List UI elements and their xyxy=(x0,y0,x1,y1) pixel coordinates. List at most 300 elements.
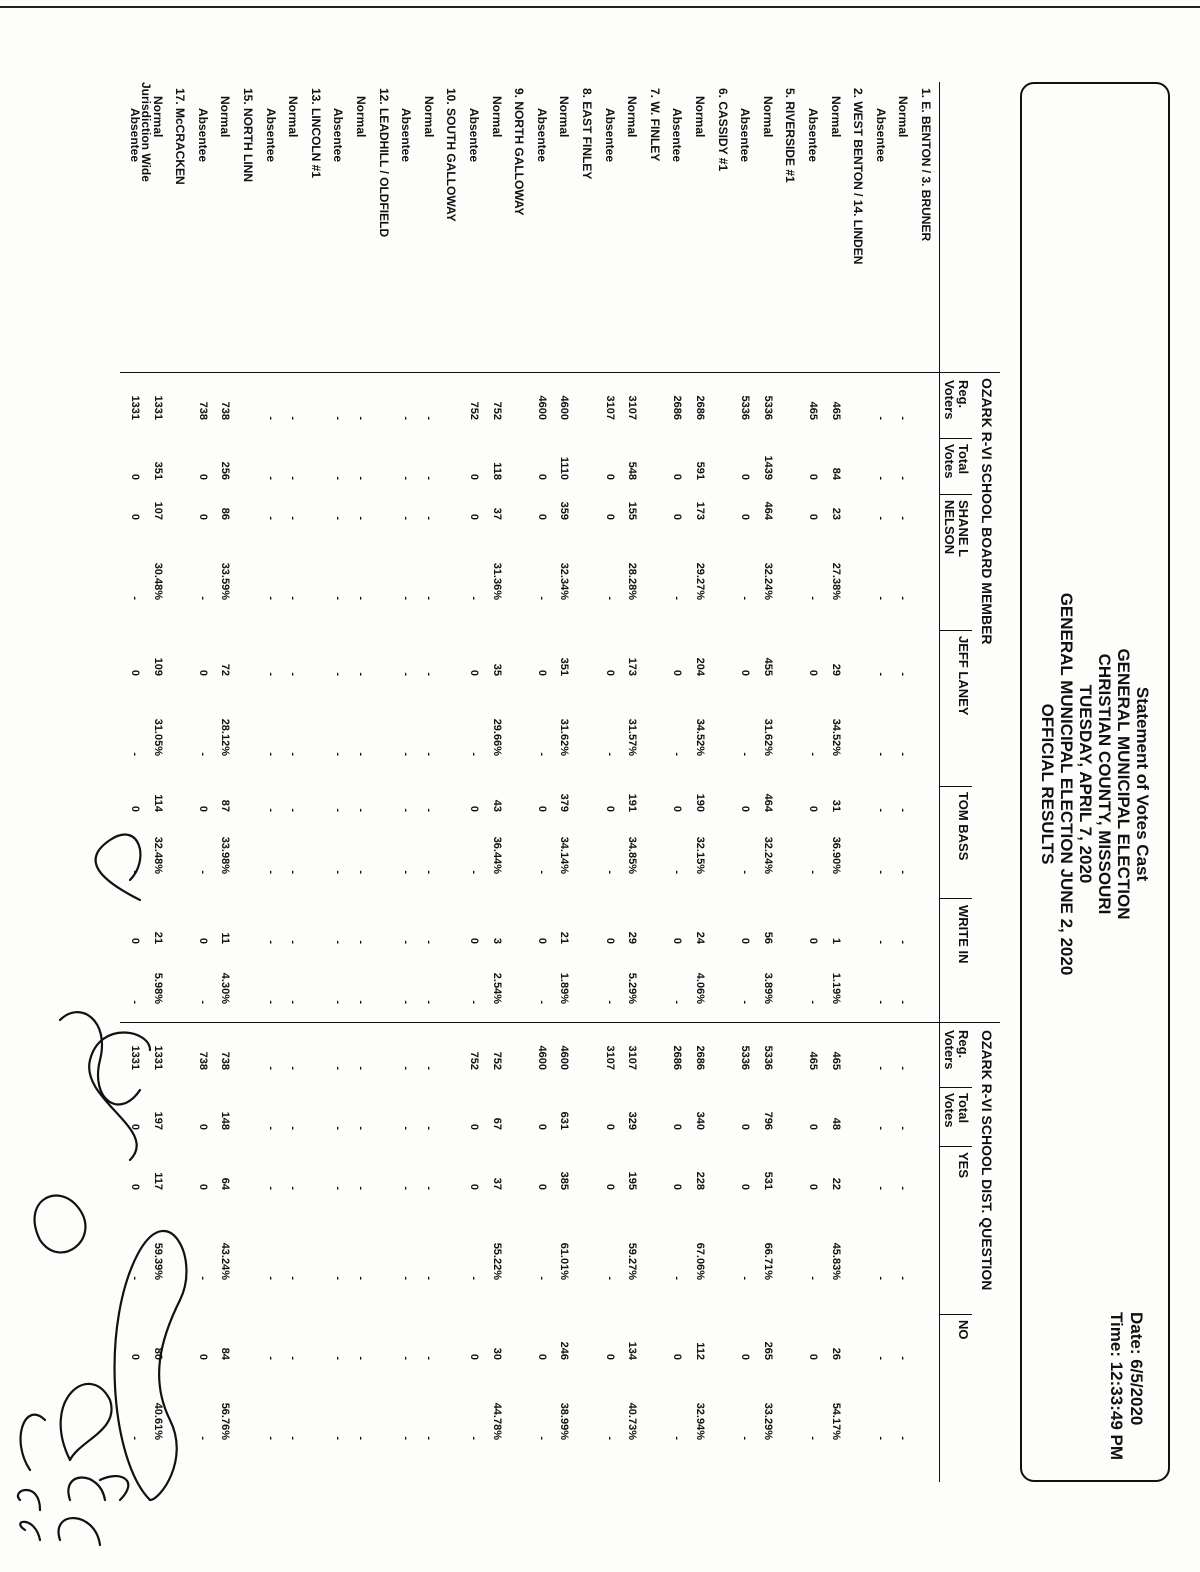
table-cell: 59.39% xyxy=(151,1242,164,1280)
table-cell: - xyxy=(671,870,684,874)
table-cell: 2686 xyxy=(694,395,706,420)
table-cell: 32.34% xyxy=(558,562,571,600)
table-cell: 3107 xyxy=(603,395,616,420)
table-cell: 5336 xyxy=(761,395,774,420)
table-cell: 48 xyxy=(829,1117,842,1130)
table-cell: - xyxy=(603,596,616,600)
table-cell: 0 xyxy=(129,1123,141,1130)
vote-type-label: Normal xyxy=(625,96,640,138)
table-cell: 0 xyxy=(196,1353,209,1360)
table-cell: - xyxy=(874,416,887,420)
table-cell: - xyxy=(332,940,345,944)
table-cell: - xyxy=(196,1436,209,1440)
table-cell: - xyxy=(807,1436,819,1440)
col-reg-voters: Reg. Voters xyxy=(942,380,971,420)
table-cell: - xyxy=(422,672,435,676)
table-cell: 35 xyxy=(490,663,503,676)
table-cell: - xyxy=(355,1436,367,1440)
report-title-block xyxy=(1038,84,1152,1484)
table-cell: 1331 xyxy=(129,1045,141,1070)
table-cell: - xyxy=(897,476,910,480)
table-cell: - xyxy=(671,752,684,756)
table-cell: 56.76% xyxy=(219,1402,232,1440)
table-cell: 112 xyxy=(694,1342,706,1360)
table-cell: - xyxy=(874,752,887,756)
table-cell: - xyxy=(422,1276,435,1280)
vote-type-label: Absentee xyxy=(128,108,142,163)
table-cell: 5336 xyxy=(761,1045,774,1070)
table-cell: - xyxy=(287,1436,300,1440)
vote-type-label: Normal xyxy=(489,96,504,138)
table-cell: 738 xyxy=(196,401,209,420)
table-cell: 0 xyxy=(468,1183,480,1190)
table-cell: - xyxy=(264,870,277,874)
table-cell: - xyxy=(355,1066,367,1070)
report-title-line: GENERAL MUNICIPAL ELECTION xyxy=(1114,648,1133,920)
table-cell: 464 xyxy=(761,793,774,812)
table-cell: 0 xyxy=(535,669,548,676)
table-cell: 0 xyxy=(671,805,684,812)
table-cell: 54.17% xyxy=(829,1402,842,1440)
table-cell: 67 xyxy=(490,1117,503,1130)
report-date: Date: 6/5/2020 xyxy=(1127,1311,1146,1426)
table-cell: 0 xyxy=(129,513,141,520)
table-cell: - xyxy=(264,940,277,944)
report-title-line: GENERAL MUNICIPAL ELECTION JUNE 2, 2020 xyxy=(1057,592,1076,976)
precinct-label: 13. LINCOLN #1 xyxy=(308,88,323,179)
table-cell: 752 xyxy=(468,401,480,420)
table-cell: 29 xyxy=(626,931,639,944)
table-cell: 0 xyxy=(196,513,209,520)
table-cell: - xyxy=(332,416,345,420)
table-cell: - xyxy=(264,416,277,420)
table-cell: 31.36% xyxy=(490,562,503,600)
table-cell: 329 xyxy=(626,1111,639,1130)
table-cell: 0 xyxy=(196,937,209,944)
vote-type-label: Normal xyxy=(557,96,572,138)
table-cell: 0 xyxy=(603,473,616,480)
table-cell: 4.30% xyxy=(219,972,232,1004)
table-cell: - xyxy=(287,1066,300,1070)
table-cell: - xyxy=(807,752,819,756)
table-cell: 0 xyxy=(807,805,819,812)
table-cell: - xyxy=(897,1066,910,1070)
contest2-title: OZARK R-VI SCHOOL DIST. QUESTION xyxy=(979,1030,995,1291)
table-cell: - xyxy=(535,596,548,600)
table-cell: 3107 xyxy=(603,1045,616,1070)
table-cell: 5336 xyxy=(739,395,752,420)
table-cell: 59.27% xyxy=(626,1242,639,1280)
table-cell: 0 xyxy=(468,513,480,520)
table-cell: - xyxy=(422,1436,435,1440)
table-cell: 0 xyxy=(535,513,548,520)
table-cell: 4600 xyxy=(558,395,571,420)
table-cell: 5336 xyxy=(739,1045,752,1070)
table-cell: 0 xyxy=(129,669,141,676)
table-cell: - xyxy=(739,752,752,756)
table-cell: 33.98% xyxy=(219,836,232,874)
report-datetime xyxy=(1106,1312,1146,1460)
table-cell: - xyxy=(422,940,435,944)
table-cell: 28.12% xyxy=(219,718,232,756)
table-cell: - xyxy=(264,1066,277,1070)
table-cell: - xyxy=(897,752,910,756)
table-cell: - xyxy=(400,596,413,600)
table-cell: 3.89% xyxy=(761,972,774,1004)
vote-type-label: Normal xyxy=(354,96,368,138)
table-cell: - xyxy=(332,1066,345,1070)
table-cell: 34.85% xyxy=(626,836,639,874)
table-cell: 0 xyxy=(468,937,480,944)
table-cell: 385 xyxy=(558,1171,571,1190)
table-cell: 0 xyxy=(468,1123,480,1130)
table-cell: 44.78% xyxy=(490,1402,503,1440)
table-cell: 191 xyxy=(626,793,639,812)
table-cell: - xyxy=(874,1356,887,1360)
table-cell: 0 xyxy=(535,937,548,944)
table-cell: 531 xyxy=(761,1171,774,1190)
report-title-line: OFFICIAL RESULTS xyxy=(1038,703,1057,865)
table-cell: 109 xyxy=(151,657,164,676)
vote-type-label: Absentee xyxy=(738,108,753,163)
table-cell: 30.48% xyxy=(151,562,164,600)
table-cell: 1 xyxy=(829,937,842,944)
table-cell: 134 xyxy=(626,1341,639,1360)
table-cell: 2686 xyxy=(671,395,684,420)
table-cell: 0 xyxy=(671,1183,684,1190)
table-cell: - xyxy=(400,940,413,944)
table-cell: - xyxy=(897,808,910,812)
table-cell: 246 xyxy=(558,1341,571,1360)
report-title-line: TUESDAY, APRIL 7, 2020 xyxy=(1076,684,1095,884)
table-cell: 1331 xyxy=(151,395,164,420)
vote-type-label: Absentee xyxy=(873,108,888,163)
table-cell: 45.83% xyxy=(829,1242,842,1280)
header-rule xyxy=(940,786,972,787)
table-cell: - xyxy=(196,1276,209,1280)
table-cell: 195 xyxy=(626,1171,639,1190)
table-cell: - xyxy=(264,1356,277,1360)
table-cell: - xyxy=(422,1000,435,1004)
table-cell: 29.27% xyxy=(694,562,706,600)
table-cell: - xyxy=(287,1356,300,1360)
table-cell: 591 xyxy=(694,461,706,480)
vote-type-label: Absentee xyxy=(467,108,481,163)
table-cell: 36.90% xyxy=(829,836,842,874)
table-cell: - xyxy=(355,672,367,676)
table-cell: 0 xyxy=(671,669,684,676)
table-cell: 4600 xyxy=(558,1045,571,1070)
table-cell: 0 xyxy=(468,805,480,812)
col-candidate-laney: JEFF LANEY xyxy=(956,636,971,716)
table-cell: 0 xyxy=(739,1123,752,1130)
table-cell: 5.98% xyxy=(151,972,164,1004)
table-cell: 0 xyxy=(671,513,684,520)
table-cell: - xyxy=(422,476,435,480)
table-cell: 117 xyxy=(151,1172,164,1190)
precinct-label: 6. CASSIDY #1 xyxy=(715,88,730,172)
table-cell: 4600 xyxy=(535,1045,548,1070)
table-cell: 37 xyxy=(490,507,503,520)
table-cell: 33.59% xyxy=(219,562,232,600)
table-cell: 0 xyxy=(739,513,752,520)
table-cell: 32.15% xyxy=(694,836,706,874)
table-cell: 3107 xyxy=(626,1045,639,1070)
table-cell: 0 xyxy=(129,805,141,812)
table-cell: - xyxy=(874,1276,887,1280)
precinct-label: 1. E. BENTON / 3. BRUNER xyxy=(919,88,933,242)
header-rule xyxy=(940,438,972,439)
table-cell: 379 xyxy=(558,793,571,812)
table-cell: 0 xyxy=(739,1353,752,1360)
table-cell: - xyxy=(807,596,819,600)
table-cell: 32.94% xyxy=(694,1402,706,1440)
table-cell: - xyxy=(332,870,345,874)
col-candidate-bass: TOM BASS xyxy=(956,792,971,861)
vote-type-label: Absentee xyxy=(399,108,414,163)
table-cell: 464 xyxy=(761,501,774,520)
precinct-label: 5. RIVERSIDE #1 xyxy=(783,88,798,183)
table-cell: 34.52% xyxy=(694,718,706,756)
table-cell: - xyxy=(739,1436,752,1440)
table-cell: 1.89% xyxy=(558,972,571,1004)
table-cell: - xyxy=(355,1126,367,1130)
table-cell: 31.62% xyxy=(558,718,571,756)
table-cell: 3 xyxy=(490,937,503,944)
table-cell: 31.62% xyxy=(761,718,774,756)
table-cell: - xyxy=(897,672,910,676)
table-cell: 3107 xyxy=(626,395,639,420)
vote-type-label: Absentee xyxy=(331,108,346,163)
table-cell: 0 xyxy=(129,1353,141,1360)
col-total-votes: Total Votes xyxy=(942,444,971,479)
precinct-label: 12. LEADHILL / OLDFIELD xyxy=(376,88,391,238)
table-cell: 21 xyxy=(151,931,164,944)
table-cell: - xyxy=(129,1000,141,1004)
table-cell: - xyxy=(535,1436,548,1440)
table-cell: 43 xyxy=(490,799,503,812)
table-cell: 351 xyxy=(151,461,164,480)
table-cell: - xyxy=(264,1000,277,1004)
table-cell: - xyxy=(422,1356,435,1360)
table-cell: - xyxy=(807,870,819,874)
table-cell: - xyxy=(422,870,435,874)
table-cell: 0 xyxy=(739,473,752,480)
table-cell: 0 xyxy=(603,937,616,944)
table-cell: 29 xyxy=(829,663,842,676)
vote-type-label: Normal xyxy=(421,96,436,138)
table-cell: 0 xyxy=(196,1123,209,1130)
table-cell: 67.06% xyxy=(694,1242,706,1280)
table-cell: 148 xyxy=(219,1111,232,1130)
table-cell: 2.54% xyxy=(490,972,503,1004)
table-cell: 0 xyxy=(603,513,616,520)
table-cell: - xyxy=(603,1276,616,1280)
table-cell: 32.24% xyxy=(761,836,774,874)
table-cell: - xyxy=(129,596,141,600)
table-cell: 548 xyxy=(626,461,639,480)
header-rule xyxy=(940,494,972,495)
table-cell: 1331 xyxy=(129,395,141,420)
table-cell: 0 xyxy=(739,805,752,812)
precinct-label: 17. McCRACKEN xyxy=(173,88,188,185)
table-cell: - xyxy=(355,1000,367,1004)
table-cell: 204 xyxy=(694,657,706,676)
table-cell: 359 xyxy=(558,501,571,520)
table-cell: - xyxy=(287,1186,300,1190)
header-underline xyxy=(939,82,940,1482)
table-cell: - xyxy=(264,1276,277,1280)
vote-type-label: Normal xyxy=(693,96,707,138)
table-cell: 1.19% xyxy=(829,972,842,1004)
table-cell: 0 xyxy=(807,1353,819,1360)
table-cell: - xyxy=(332,1126,345,1130)
table-cell: 0 xyxy=(807,473,819,480)
table-cell: 190 xyxy=(694,793,706,812)
table-cell: - xyxy=(400,752,413,756)
table-cell: 4.06% xyxy=(694,972,706,1004)
table-cell: 0 xyxy=(603,1183,616,1190)
table-cell: - xyxy=(874,808,887,812)
vote-type-label: Normal xyxy=(760,96,775,138)
table-cell: 107 xyxy=(151,501,164,520)
col-yes: YES xyxy=(956,1152,971,1179)
table-cell: - xyxy=(355,752,367,756)
table-cell: - xyxy=(129,1436,141,1440)
table-cell: - xyxy=(897,1436,910,1440)
table-cell: - xyxy=(874,1000,887,1004)
precinct-label: 8. EAST FINLEY xyxy=(580,88,594,180)
table-cell: - xyxy=(264,1186,277,1190)
table-cell: - xyxy=(400,1276,413,1280)
table-cell: - xyxy=(332,808,345,812)
table-cell: - xyxy=(874,1436,887,1440)
report-header-box xyxy=(1020,82,1170,1482)
table-cell: 72 xyxy=(219,663,232,676)
table-cell: 465 xyxy=(829,1051,842,1070)
table-cell: - xyxy=(535,752,548,756)
table-cell: - xyxy=(897,1276,910,1280)
table-cell: 351 xyxy=(558,657,571,676)
table-cell: 27.38% xyxy=(829,562,842,600)
table-cell: 0 xyxy=(535,1123,548,1130)
table-cell: - xyxy=(422,1066,435,1070)
table-cell: - xyxy=(332,476,345,480)
table-cell: - xyxy=(129,1276,141,1280)
table-cell: 455 xyxy=(761,657,774,676)
table-cell: 2686 xyxy=(671,1045,684,1070)
table-cell: 1110 xyxy=(558,456,571,480)
table-cell: - xyxy=(355,870,367,874)
table-cell: 0 xyxy=(739,669,752,676)
table-cell: 197 xyxy=(151,1111,164,1130)
table-cell: - xyxy=(332,752,345,756)
table-cell: - xyxy=(400,672,413,676)
table-cell: 0 xyxy=(535,805,548,812)
table-cell: 0 xyxy=(603,1353,616,1360)
header-rule xyxy=(940,1146,972,1147)
vote-type-label: Normal xyxy=(150,96,165,138)
header-rule xyxy=(940,1314,972,1315)
table-cell: 0 xyxy=(807,937,819,944)
table-cell: 0 xyxy=(535,1353,548,1360)
table-cell: - xyxy=(468,752,480,756)
table-cell: - xyxy=(739,1000,752,1004)
table-cell: - xyxy=(874,672,887,676)
table-cell: 86 xyxy=(219,507,232,520)
table-cell: - xyxy=(400,1186,413,1190)
table-cell: 228 xyxy=(694,1171,706,1190)
table-cell: 796 xyxy=(761,1111,774,1130)
table-cell: 0 xyxy=(807,1183,819,1190)
table-cell: 31 xyxy=(829,799,842,812)
table-cell: 84 xyxy=(829,467,842,480)
vote-type-label: Absentee xyxy=(602,108,617,163)
table-cell: 31.57% xyxy=(626,718,639,756)
table-cell: - xyxy=(400,476,413,480)
table-cell: - xyxy=(287,940,300,944)
table-cell: - xyxy=(355,416,367,420)
precinct-label: 7. W. FINLEY xyxy=(647,88,662,162)
table-cell: 80 xyxy=(151,1347,164,1360)
table-cell: 265 xyxy=(761,1341,774,1360)
table-cell: 32.24% xyxy=(761,562,774,600)
table-cell: - xyxy=(287,416,300,420)
table-cell: - xyxy=(332,1186,345,1190)
table-cell: - xyxy=(671,596,684,600)
table-cell: 24 xyxy=(694,931,706,944)
table-cell: - xyxy=(355,1276,367,1280)
table-cell: 21 xyxy=(558,931,571,944)
vote-type-label: Normal xyxy=(218,96,233,138)
table-cell: 0 xyxy=(671,473,684,480)
table-cell: 0 xyxy=(603,805,616,812)
table-cell: - xyxy=(332,1000,345,1004)
table-cell: - xyxy=(874,1066,887,1070)
table-cell: - xyxy=(400,1436,413,1440)
table-cell: - xyxy=(355,476,367,480)
precinct-label: 10. SOUTH GALLOWAY xyxy=(444,88,459,222)
table-cell: - xyxy=(287,752,300,756)
table-cell: - xyxy=(897,1356,910,1360)
table-cell: - xyxy=(739,870,752,874)
table-cell: 32.48% xyxy=(151,836,164,874)
table-cell: 33.29% xyxy=(761,1402,774,1440)
table-cell: 0 xyxy=(196,669,209,676)
table-cell: 256 xyxy=(219,461,232,480)
table-cell: - xyxy=(355,1186,367,1190)
table-cell: - xyxy=(287,516,300,520)
table-cell: - xyxy=(897,870,910,874)
col-total-votes-2: Total Votes xyxy=(942,1093,971,1128)
table-cell: - xyxy=(355,808,367,812)
table-cell: 0 xyxy=(468,473,480,480)
table-cell: - xyxy=(807,1276,819,1280)
table-cell: 31.05% xyxy=(151,718,164,756)
table-cell: - xyxy=(671,1000,684,1004)
table-cell: - xyxy=(422,808,435,812)
table-cell: 0 xyxy=(671,937,684,944)
table-cell: - xyxy=(422,516,435,520)
table-cell: 0 xyxy=(535,1183,548,1190)
table-cell: 23 xyxy=(829,507,842,520)
table-cell: 0 xyxy=(129,473,141,480)
table-cell: 738 xyxy=(219,1051,232,1070)
table-cell: - xyxy=(355,516,367,520)
col-write-in: WRITE IN xyxy=(956,905,971,964)
table-cell: - xyxy=(874,1126,887,1130)
table-cell: - xyxy=(287,476,300,480)
